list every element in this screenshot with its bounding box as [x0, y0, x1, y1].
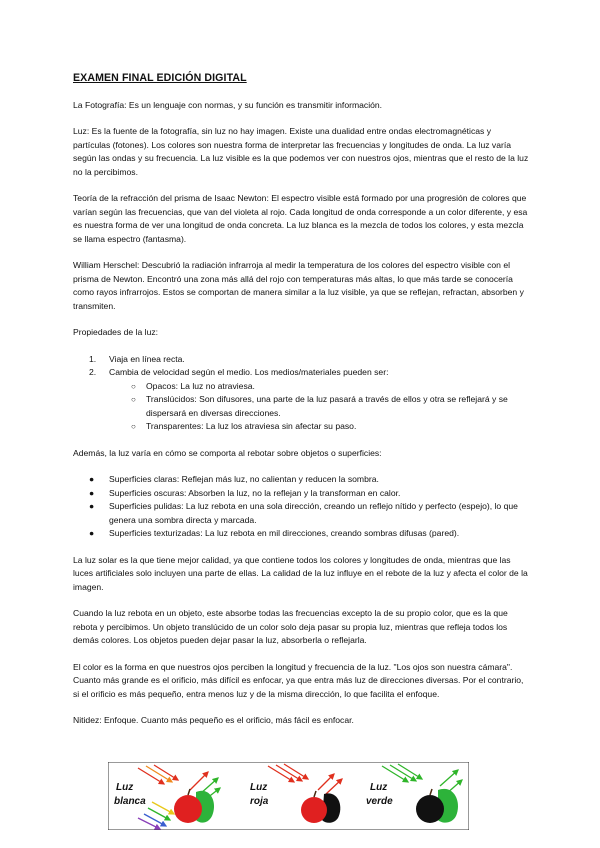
list-item-text: Cambia de velocidad según el medio. Los medios/materiales pueden ser:: [109, 367, 389, 377]
properties-list: [73, 353, 529, 434]
list-item: [89, 366, 529, 380]
list-item: [89, 500, 529, 527]
label-luz-roja-2: roja: [250, 796, 269, 807]
list-item: [89, 487, 529, 501]
document-title: EXAMEN FINAL EDICIÓN DIGITAL: [73, 72, 247, 84]
circle-bullet-icon: ○: [131, 395, 136, 404]
list-item-text: Viaja en línea recta.: [109, 353, 185, 364]
surfaces-list: [73, 473, 529, 541]
list-item-text: Superficies oscuras: Absorben la luz, no la reflejan y la transforman en calor.: [109, 487, 401, 498]
bullet-icon: ●: [89, 474, 95, 484]
list-item: [89, 473, 529, 487]
paragraph-nitidez: Nitidez: Enfoque. Cuanto más pequeño es el orificio, más fácil es enfocar.: [73, 715, 354, 725]
label-luz-blanca-1: Luz: [116, 782, 134, 793]
label-luz-blanca-2: blanca: [114, 796, 146, 807]
circle-bullet-icon: ○: [131, 381, 136, 391]
list-marker: 2.: [89, 367, 97, 377]
paragraph-luz: Luz: Es la fuente de la fotografía, sin luz no hay imagen. Existe una dualidad entre ondas electromagnéticas y partículas (fotones). Los colores son nuestra forma de interpretar las frecuencias y longitudes de onda. La luz varía según las ondas y su frecuencia. La luz visible es la que podemos ver con nuestros ojos, mientras que el resto de la luz no la percibimos.: [73, 126, 529, 177]
circle-bullet-icon: ○: [131, 422, 136, 431]
paragraph-fotografia: La Fotografía: Es un lenguaje con normas, y su función es transmitir información.: [73, 99, 383, 110]
list-item-text: Translúcidos: Son difusores, una parte de la luz pasará a través de ellos y otra se reflejará y se dispersará en diversas direcciones.: [146, 394, 508, 418]
paragraph-propiedades: Propiedades de la luz:: [73, 327, 159, 337]
list-item: [131, 393, 529, 420]
bullet-icon: ●: [89, 528, 95, 538]
list-item-text: Opacos: La luz no atraviesa.: [146, 380, 255, 391]
bullet-icon: ●: [89, 501, 95, 511]
label-luz-verde-2: verde: [366, 796, 393, 807]
list-item: [89, 353, 529, 367]
list-item: [131, 380, 529, 394]
label-luz-verde-1: Luz: [370, 782, 388, 793]
paragraph-herschel: William Herschel: Descubrió la radiación infrarroja al medir la temperatura de los colores del espectro visible con el prisma de Newton. Encontró una zona más allá del rojo con temperaturas más altas, lo que más tarde se conocería como rayos infrarrojos. Estos se comportan de manera similar a la luz visible, ya que se reflejan, refractan, absorben y transmiten.: [73, 260, 524, 311]
label-luz-roja-1: Luz: [250, 782, 268, 793]
list-item-text: Superficies texturizadas: La luz rebota en mil direcciones, creando sombras difusas (pared).: [109, 528, 460, 538]
list-item-text: Superficies pulidas: La luz rebota en una sola dirección, creando un reflejo nítido y perfecto (espejo), lo que genera una sombra directa y marcada.: [109, 501, 518, 525]
list-item: [131, 420, 529, 434]
media-sublist-wrapper: [73, 380, 529, 434]
list-item-text: Superficies claras: Reflejan más luz, no calientan y reducen la sombra.: [109, 474, 379, 484]
paragraph-superficies: Además, la luz varía en cómo se comporta al rebotar sobre objetos o superficies:: [73, 447, 382, 458]
document-page: [73, 72, 529, 741]
paragraph-color: El color es la forma en que nuestros ojos perciben la longitud y frecuencia de la luz. "Los ojos son nuestra cámara". Cuanto más grande es el orificio, más difícil es enfocar, ya que entra más luz de direcciones diversas. Por el contrario, si el orificio es más pequeño, entra menos luz y de la misma dirección, lo que facilita el enfoque.: [73, 661, 524, 699]
list-item-text: Transparentes: La luz los atraviesa sin afectar su paso.: [146, 421, 357, 431]
light-reflection-illustration: [108, 762, 469, 830]
bullet-icon: ●: [89, 487, 95, 498]
paragraph-rebote: Cuando la luz rebota en un objeto, este absorbe todas las frecuencias excepto la de su propio color, que es la que rebota y percibimos. Un objeto translúcido de un color solo deja pasar su propia luz, mientras que refleja todos los demás colores. Los objetos pueden dejar pasar la luz, absorberla o reflejarla.: [73, 608, 508, 645]
paragraph-luz-solar: La luz solar es la que tiene mejor calidad, ya que contiene todos los colores y longitudes de onda, mientras que las luces artificiales solo incluyen una parte de ellas. La calidad de la luz influye en el rebote de la luz y afecta el color de la imagen.: [73, 554, 528, 592]
list-item: [89, 527, 529, 541]
list-marker: 1.: [89, 353, 97, 364]
media-sublist: [73, 380, 529, 434]
paragraph-newton: Teoría de la refracción del prisma de Isaac Newton: El espectro visible está formado por una progresión de colores que varían según las frecuencias, que van del violeta al rojo. Cada longitud de onda corresponde a un color diferente, y esa es nuestra forma de ver una longitud de onda concreta. La luz blanca es la mezcla de todos los colores, y esta mezcla se llama espectro (fantasma).: [73, 193, 528, 244]
